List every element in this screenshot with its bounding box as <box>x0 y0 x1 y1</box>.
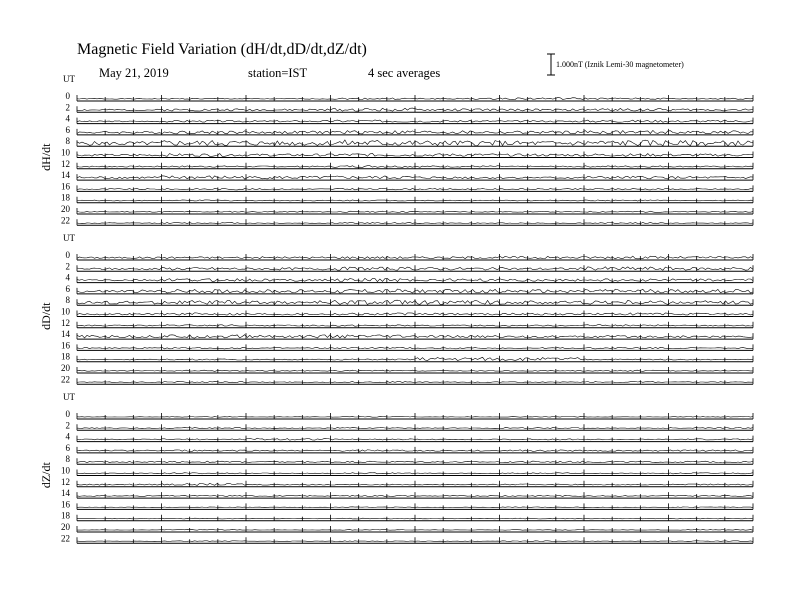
row-label: 16 <box>61 499 70 510</box>
row-label: 16 <box>61 181 70 192</box>
panel-ylabel: dZ/dt <box>39 462 53 489</box>
ut-label: UT <box>63 233 75 243</box>
row-label: 2 <box>65 420 70 431</box>
row-label: 20 <box>61 522 70 532</box>
row-label: 2 <box>65 102 70 113</box>
row-label: 18 <box>61 351 70 362</box>
row-label: 0 <box>65 250 70 260</box>
panel-dZ-dt <box>39 392 753 543</box>
row-label: 10 <box>61 306 70 317</box>
row-label: 10 <box>61 147 70 158</box>
chart-title: Magnetic Field Variation (dH/dt,dD/dt,dZ/dt) <box>77 41 367 58</box>
row-label: 12 <box>61 476 70 487</box>
chart-averaging: 4 sec averages <box>368 66 441 80</box>
row-label: 0 <box>65 409 70 419</box>
row-label: 18 <box>61 192 70 203</box>
chart-date: May 21, 2019 <box>99 66 169 80</box>
row-label: 6 <box>65 124 70 135</box>
row-label: 4 <box>65 113 70 124</box>
row-label: 8 <box>65 136 70 147</box>
row-label: 22 <box>61 215 70 226</box>
row-label: 8 <box>65 454 70 465</box>
scale-bar <box>547 54 555 75</box>
row-label: 6 <box>65 283 70 294</box>
row-trace <box>77 416 753 417</box>
row-label: 4 <box>65 272 70 283</box>
panel-ylabel: dD/dt <box>39 302 53 330</box>
row-label: 20 <box>61 363 70 373</box>
row-label: 0 <box>65 91 70 101</box>
row-label: 6 <box>65 442 70 453</box>
row-label: 16 <box>61 340 70 351</box>
row-label: 12 <box>61 158 70 169</box>
row-trace <box>77 529 753 530</box>
row-trace <box>77 518 753 519</box>
ut-label: UT <box>63 392 75 402</box>
row-label: 22 <box>61 374 70 385</box>
panels <box>39 74 753 543</box>
panel-ylabel: dH/dt <box>39 143 53 171</box>
row-label: 12 <box>61 317 70 328</box>
row-label: 2 <box>65 261 70 272</box>
row-label: 22 <box>61 533 70 544</box>
row-label: 18 <box>61 510 70 521</box>
row-label: 4 <box>65 431 70 442</box>
row-label: 8 <box>65 295 70 306</box>
scale-label: 1.000nT (Iznik Lemi-30 magnetometer) <box>556 60 684 69</box>
panel-dD-dt <box>39 233 753 384</box>
row-label: 14 <box>61 170 70 181</box>
row-label: 14 <box>61 329 70 340</box>
row-label: 20 <box>61 204 70 214</box>
chart-station: station=IST <box>248 66 308 80</box>
row-label: 14 <box>61 488 70 499</box>
ut-label: UT <box>63 74 75 84</box>
row-label: 10 <box>61 465 70 476</box>
panel-dH-dt <box>39 74 753 225</box>
